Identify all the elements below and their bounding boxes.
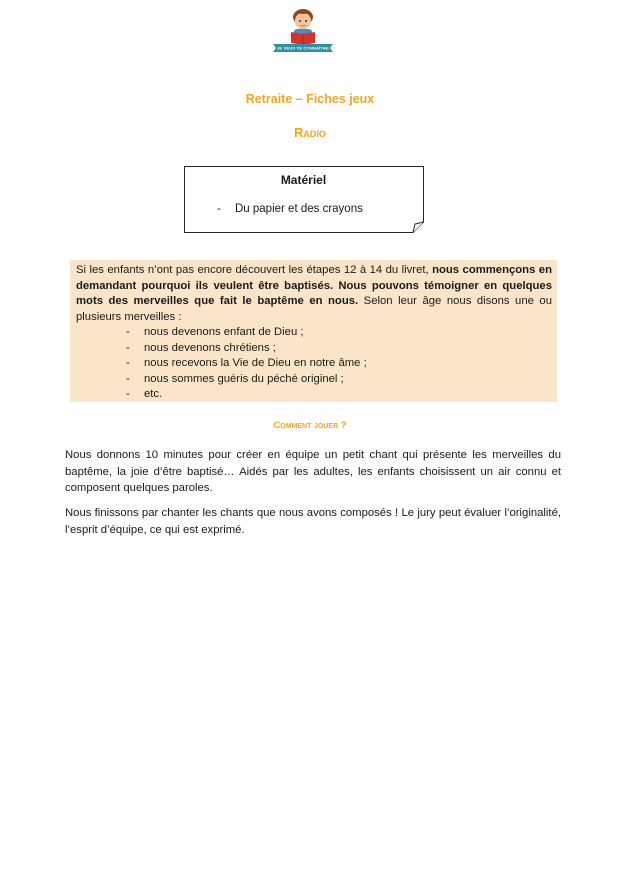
intro-paragraph <box>76 263 552 325</box>
list-dash: - <box>126 357 130 370</box>
list-dash: - <box>217 203 221 215</box>
page-subtitle: Retraite – Fiches jeux <box>245 92 375 106</box>
materiel-title: Matériel <box>280 173 327 187</box>
intro-text-after: Selon leur âge nous disons une ou plusieurs merveilles : <box>76 295 552 323</box>
list-dash: - <box>126 372 130 385</box>
materiel-box <box>184 166 423 232</box>
logo-banner-text: JE VEUX TE CONNAÎTRE <box>276 45 330 51</box>
body-paragraph: Nous donnons 10 minutes pour créer en équipe un petit chant qui présente les merveilles du baptême, la joie d’être baptisé… Aidés par les adultes, les enfants choisissent un air connu et composent quelques paroles. <box>65 449 561 494</box>
intro-highlight-box <box>70 260 557 402</box>
list-dash: - <box>126 326 130 338</box>
intro-text-bold: nous commençons en demandant pourquoi ils veulent être baptisés. Nous pouvons témoigner en quelques mots des merveilles que fait le baptême en nous. <box>76 264 552 308</box>
list-item-text: etc. <box>144 388 163 401</box>
list-item-text: nous sommes guéris du péché originel ; <box>144 372 344 385</box>
list-dash: - <box>126 341 130 354</box>
logo <box>270 4 336 56</box>
page-title: Radio <box>294 125 326 140</box>
list-item <box>126 387 367 403</box>
child-reading-logo-icon <box>270 4 336 56</box>
list-item-text: nous devenons chrétiens ; <box>144 341 276 354</box>
list-dash: - <box>126 388 130 401</box>
section-heading-comment-jouer: Comment jouer ? <box>273 420 347 431</box>
list-item-text: nous recevons la Vie de Dieu en notre âme ; <box>144 357 367 370</box>
list-item <box>126 325 367 341</box>
body-paragraph: Nous finissons par chanter les chants que nous avons composés ! Le jury peut évaluer l’originalité, l’esprit d’équipe, ce qui est exprimé. <box>65 507 561 536</box>
list-item-text: nous devenons enfant de Dieu ; <box>144 326 304 338</box>
list-item-text: Du papier et des crayons <box>235 203 363 215</box>
list-item <box>126 356 367 372</box>
intro-text-before: Si les enfants n’ont pas encore découvert les étapes 12 à 14 du livret, <box>76 264 433 276</box>
list-item <box>217 203 363 215</box>
list-item <box>126 341 367 357</box>
merveilles-list <box>126 325 367 403</box>
list-item <box>126 372 367 388</box>
